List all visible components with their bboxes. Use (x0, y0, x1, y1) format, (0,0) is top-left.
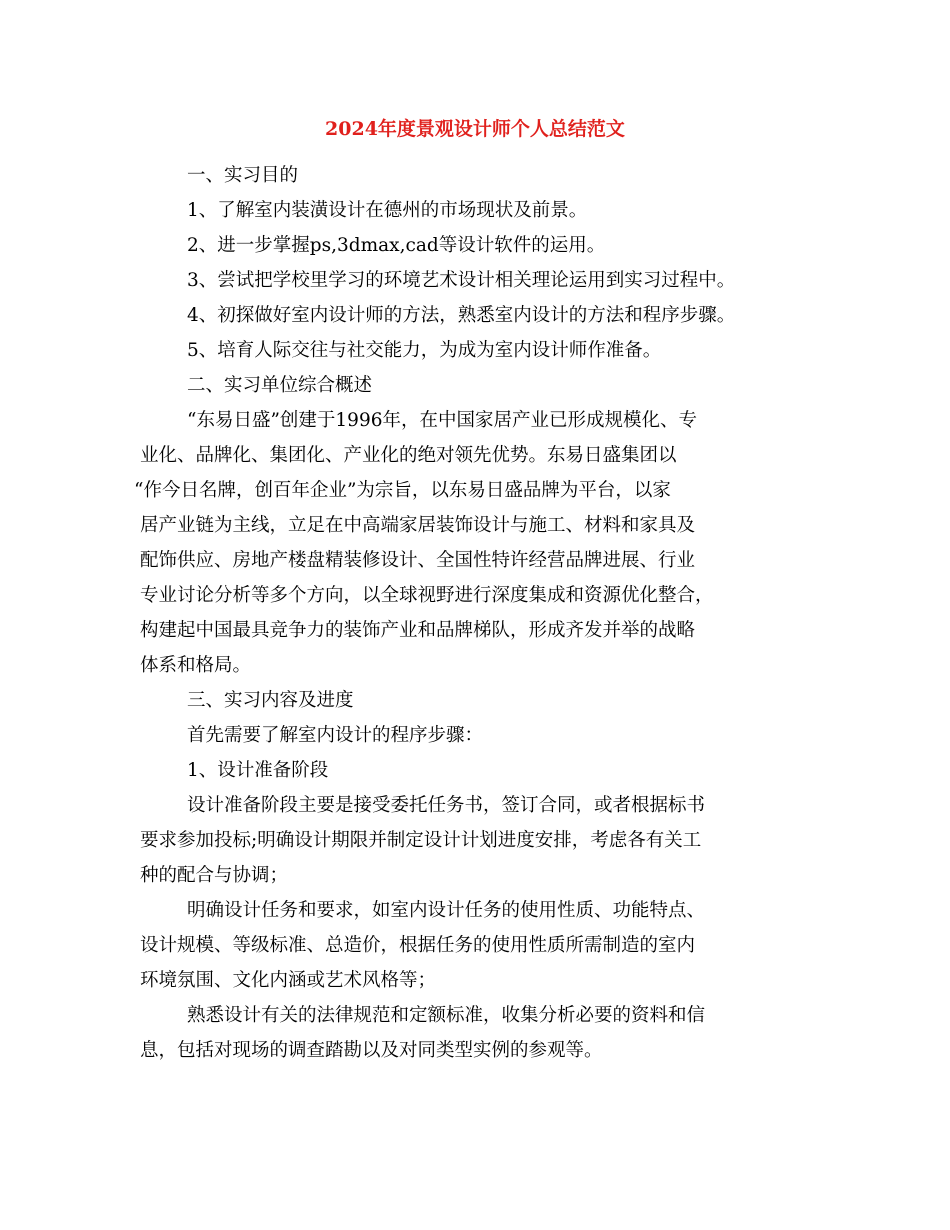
text-line: 4、初探做好室内设计师的方法，熟悉室内设计的方法和程序步骤。 (187, 305, 736, 326)
text-line: 设计准备阶段主要是接受委托任务书，签订合同，或者根据标书 (187, 795, 706, 816)
text-line: 1、了解室内装潢设计在德州的市场现状及前景。 (187, 200, 588, 221)
text-line: 居产业链为主线，立足在中高端家居装饰设计与施工、材料和家具及 (140, 515, 696, 536)
text-line: 明确设计任务和要求，如室内设计任务的使用性质、功能特点、 (187, 900, 706, 921)
text-line: 1、设计准备阶段 (187, 760, 329, 781)
text-line: 专业讨论分析等多个方向，以全球视野进行深度集成和资源优化整合， (140, 585, 714, 606)
text-line: 5、培育人际交往与社交能力，为成为室内设计师作准备。 (187, 340, 662, 361)
text-line: 设计规模、等级标准、总造价，根据任务的使用性质所需制造的室内 (140, 935, 696, 956)
text-line: 环境氛围、文化内涵或艺术风格等； (140, 970, 437, 991)
text-line: 首先需要了解室内设计的程序步骤： (187, 725, 484, 746)
text-line: “作今日名牌，创百年企业”为宗旨，以东易日盛品牌为平台，以家 (134, 480, 671, 501)
text-line: 二、实习单位综合概述 (187, 375, 373, 396)
document-body (134, 158, 820, 1068)
text-line: 3、尝试把学校里学习的环境艺术设计相关理论运用到实习过程中。 (187, 270, 736, 291)
text-line: 配饰供应、房地产楼盘精装修设计、全国性特许经营品牌进展、行业 (140, 550, 696, 571)
text-line: 熟悉设计有关的法律规范和定额标准，收集分析必要的资料和信 (187, 1005, 706, 1026)
text-line: 三、实习内容及进度 (187, 690, 354, 711)
text-line: 息，包括对现场的调查踏勘以及对同类型实例的参观等。 (140, 1040, 603, 1061)
text-line: 要求参加投标;明确设计期限并制定设计计划进度安排，考虑各有关工 (140, 830, 702, 851)
text-line: 2、进一步掌握ps,3dmax,cad等设计软件的运用。 (187, 235, 606, 256)
text-line: 体系和格局。 (140, 655, 252, 676)
text-line: 种的配合与协调； (140, 865, 289, 886)
text-line: 构建起中国最具竞争力的装饰产业和品牌梯队，形成齐发并举的战略 (140, 620, 696, 641)
text-line: “东易日盛”创建于1996年，在中国家居产业已形成规模化、专 (187, 410, 697, 431)
text-line: 一、实习目的 (187, 165, 299, 186)
text-line: 业化、品牌化、集团化、产业化的绝对领先优势。东易日盛集团以 (140, 445, 677, 466)
document-title: 2024年度景观设计师个人总结范文 (325, 118, 625, 140)
